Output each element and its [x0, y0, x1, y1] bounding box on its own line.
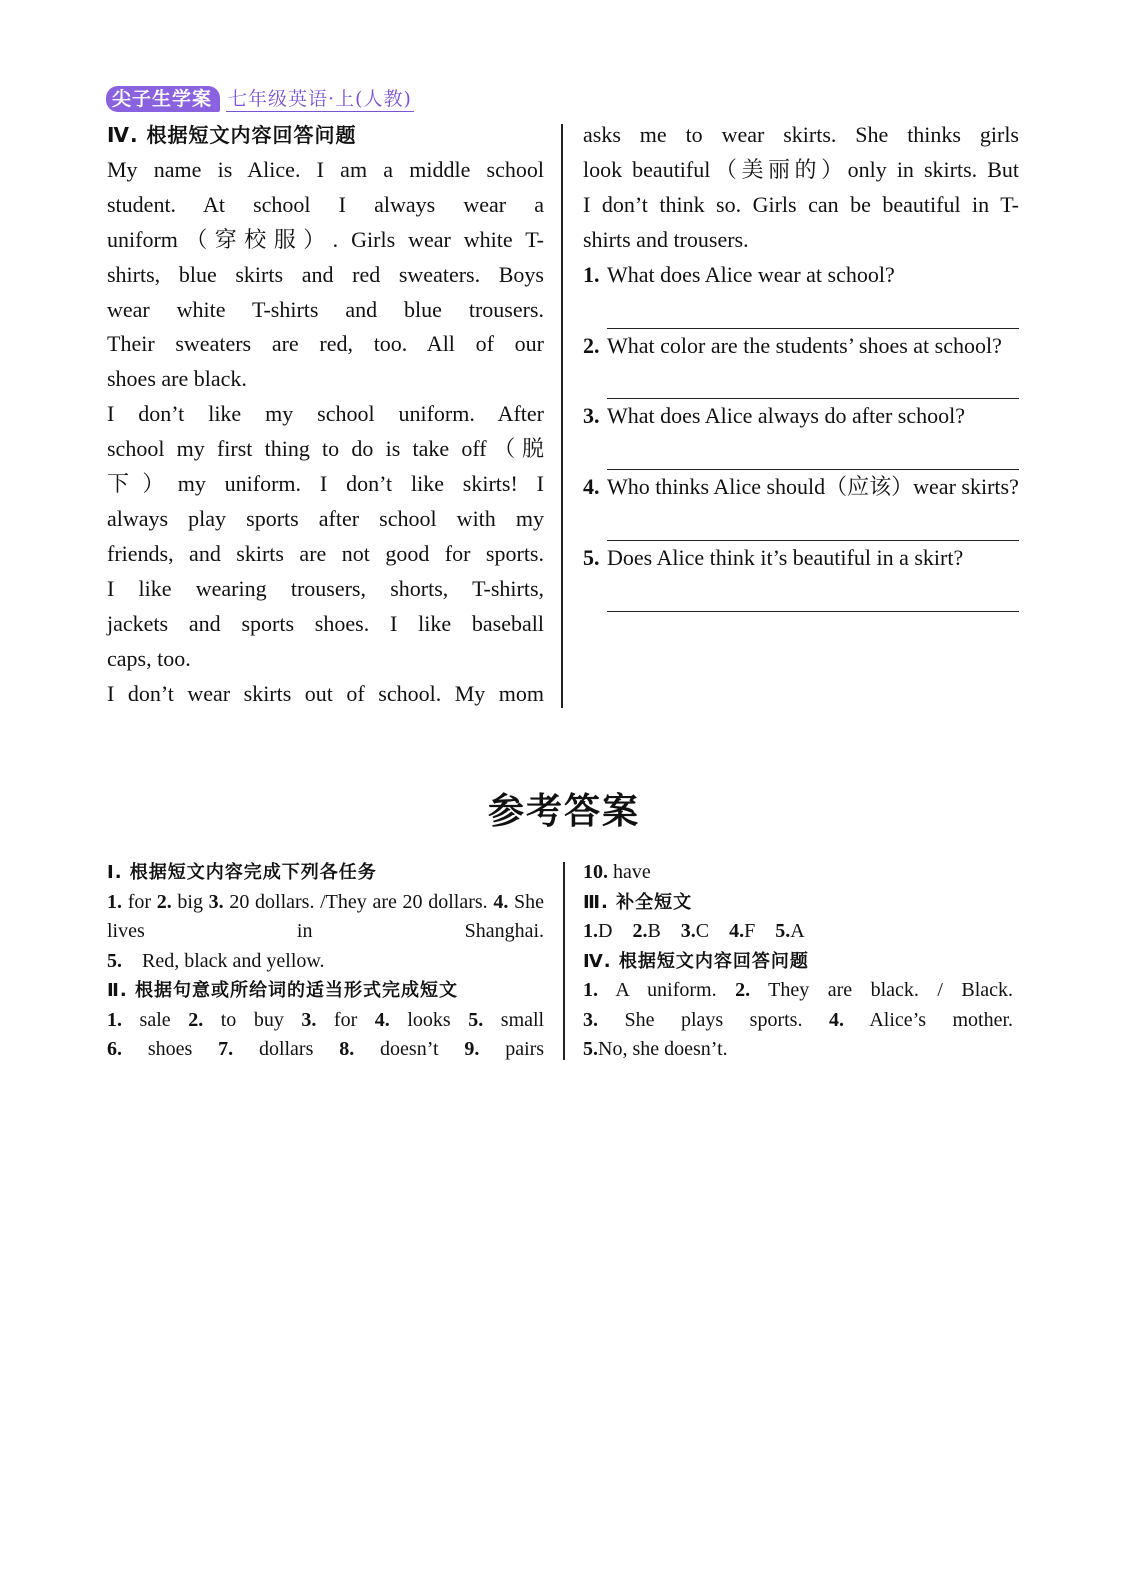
answer-number: 4. — [828, 1008, 844, 1031]
answer-number: 1. — [583, 979, 598, 1001]
answer-number: 2. — [735, 979, 751, 1001]
answer-number: 1. — [107, 890, 122, 913]
answer-text: for — [333, 1008, 358, 1031]
column-divider — [561, 124, 563, 708]
answer-text: pairs — [505, 1038, 545, 1060]
question-1 — [583, 258, 1019, 293]
answer-text: She lives in Shanghai. — [107, 890, 545, 942]
passage-line: caps, too. — [107, 645, 191, 671]
passage-line: Their sweaters are red, too. All of our — [107, 331, 544, 357]
answer-text: D — [598, 920, 613, 942]
answer-line — [583, 1035, 1013, 1065]
answer-number: 7. — [218, 1038, 234, 1060]
answer-blank-2[interactable] — [607, 363, 1019, 399]
answer-text: small — [500, 1008, 545, 1031]
exercise-left-column — [107, 118, 544, 711]
answers-column-divider — [563, 862, 565, 1060]
passage-line: shirts, blue skirts and red sweaters. Boys — [107, 261, 544, 287]
answer-section-1-title: Ⅰ. 根据短文内容完成下列各任务 — [107, 862, 377, 883]
passage-line: always play sports after school with my — [107, 505, 544, 531]
answer-text: They are black. / Black. — [768, 979, 1014, 1001]
answer-number: 6. — [107, 1038, 122, 1060]
question-number: 4. — [583, 474, 600, 500]
answer-number: 5. — [107, 949, 122, 972]
page-header — [106, 84, 414, 112]
answer-number: 1. — [583, 920, 598, 942]
answer-number: 10. — [583, 861, 608, 883]
answer-number: 3. — [583, 1008, 598, 1031]
answer-number: 9. — [464, 1038, 480, 1060]
answer-text: F — [744, 920, 756, 942]
answer-text: have — [613, 861, 651, 883]
answers-right-column — [583, 858, 1013, 1065]
answer-line — [583, 1006, 1013, 1036]
answer-text: Alice’s mother. — [869, 1008, 1014, 1031]
answer-line — [107, 947, 544, 977]
answer-line — [107, 1006, 544, 1036]
answer-text: No, she doesn’t. — [598, 1038, 728, 1060]
passage-line: 下）my uniform. I don’t like skirts! I — [107, 471, 544, 497]
passage-line: I like wearing trousers, shorts, T-shirts, — [107, 575, 544, 601]
question-text: Does Alice think it’s beautiful in a skirt? — [607, 545, 964, 571]
answer-section-3-title: Ⅲ. 补全短文 — [583, 891, 693, 913]
answer-text: B — [647, 920, 661, 942]
question-number: 5. — [583, 545, 600, 571]
answer-line — [107, 888, 544, 947]
book-subtitle: 七年级英语·上(人教) — [228, 88, 412, 110]
question-number: 2. — [583, 332, 600, 358]
answer-text: doesn’t — [380, 1038, 439, 1060]
passage-line: I don’t like my school uniform. After — [107, 401, 544, 427]
question-2 — [583, 329, 1019, 364]
passage-line: shoes are black. — [107, 366, 247, 392]
answer-text: A — [790, 920, 805, 942]
answer-text: She plays sports. — [624, 1008, 803, 1031]
passage-line: look beautiful（美丽的）only in skirts. But — [583, 156, 1019, 182]
answer-section-2-title: Ⅱ. 根据句意或所给词的适当形式完成短文 — [107, 980, 458, 1001]
answer-blank-4[interactable] — [607, 505, 1019, 541]
question-text: Who thinks Alice should（应该）wear skirts? — [607, 474, 1019, 500]
answer-number: 2. — [156, 890, 172, 913]
answer-section-4-title: Ⅳ. 根据短文内容回答问题 — [583, 950, 809, 972]
answer-number: 2. — [188, 1008, 204, 1031]
answer-number: 5. — [775, 920, 791, 942]
question-4 — [583, 470, 1019, 505]
passage-line: shirts and trousers. — [583, 226, 749, 252]
answer-text: sale — [139, 1008, 171, 1031]
answer-text: big — [177, 890, 203, 913]
question-text: What does Alice always do after school? — [607, 403, 965, 429]
question-number: 3. — [583, 403, 600, 429]
answer-blank-1[interactable] — [607, 293, 1019, 329]
exercise-right-column — [583, 118, 1019, 612]
passage-line: asks me to wear skirts. She thinks girls — [583, 122, 1019, 147]
answers-left-column — [107, 858, 544, 1065]
answer-text: 20 dollars. /They are 20 dollars. — [229, 890, 488, 913]
answer-text: looks — [407, 1008, 451, 1031]
passage-line: student. At school I always wear a — [107, 191, 544, 217]
answer-number: 5. — [583, 1038, 598, 1060]
question-number: 1. — [583, 261, 600, 287]
question-text: What does Alice wear at school? — [607, 261, 895, 287]
section-title: Ⅳ. 根据短文内容回答问题 — [107, 123, 357, 147]
passage-line: I don’t think so. Girls can be beautiful in T- — [583, 191, 1019, 217]
question-3 — [583, 399, 1019, 434]
answer-text: dollars — [258, 1038, 314, 1060]
answer-blank-5[interactable] — [607, 576, 1019, 612]
passage-line: I don’t wear skirts out of school. My mom — [107, 680, 544, 706]
answer-line — [583, 917, 1013, 947]
answer-number: 5. — [468, 1008, 484, 1031]
answer-number: 3. — [208, 890, 224, 913]
passage-line: uniform（穿校服）. Girls wear white T- — [107, 226, 544, 252]
answer-text: shoes — [147, 1038, 193, 1060]
answer-line — [107, 1035, 544, 1065]
answer-text: A uniform. — [615, 979, 717, 1001]
answer-text: for — [127, 890, 152, 913]
answer-line — [583, 858, 1013, 888]
question-5 — [583, 541, 1019, 576]
answer-text: to buy — [220, 1008, 284, 1031]
passage-line: friends, and skirts are not good for sports. — [107, 540, 544, 566]
question-text: What color are the students’ shoes at school? — [607, 332, 1002, 358]
passage-line: jackets and sports shoes. I like baseball — [107, 610, 544, 636]
answer-blank-3[interactable] — [607, 434, 1019, 470]
answer-line — [583, 976, 1013, 1006]
answer-number: 1. — [107, 1008, 122, 1031]
answer-number: 8. — [339, 1038, 355, 1060]
answer-text: C — [695, 920, 710, 942]
brand-badge: 尖子生学案 — [106, 86, 220, 112]
answer-key-title: 参考答案 — [487, 791, 640, 832]
answer-text: Red, black and yellow. — [142, 949, 325, 972]
passage-line: school my first thing to do is take off（脱 — [107, 436, 544, 462]
answer-number: 3. — [301, 1008, 317, 1031]
answer-number: 4. — [374, 1008, 390, 1031]
passage-line: wear white T-shirts and blue trousers. — [107, 296, 544, 322]
answer-number: 3. — [680, 920, 696, 942]
answer-number: 2. — [632, 920, 648, 942]
answer-number: 4. — [493, 890, 509, 913]
passage-line: My name is Alice. I am a middle school — [107, 156, 544, 182]
answer-number: 4. — [729, 920, 745, 942]
